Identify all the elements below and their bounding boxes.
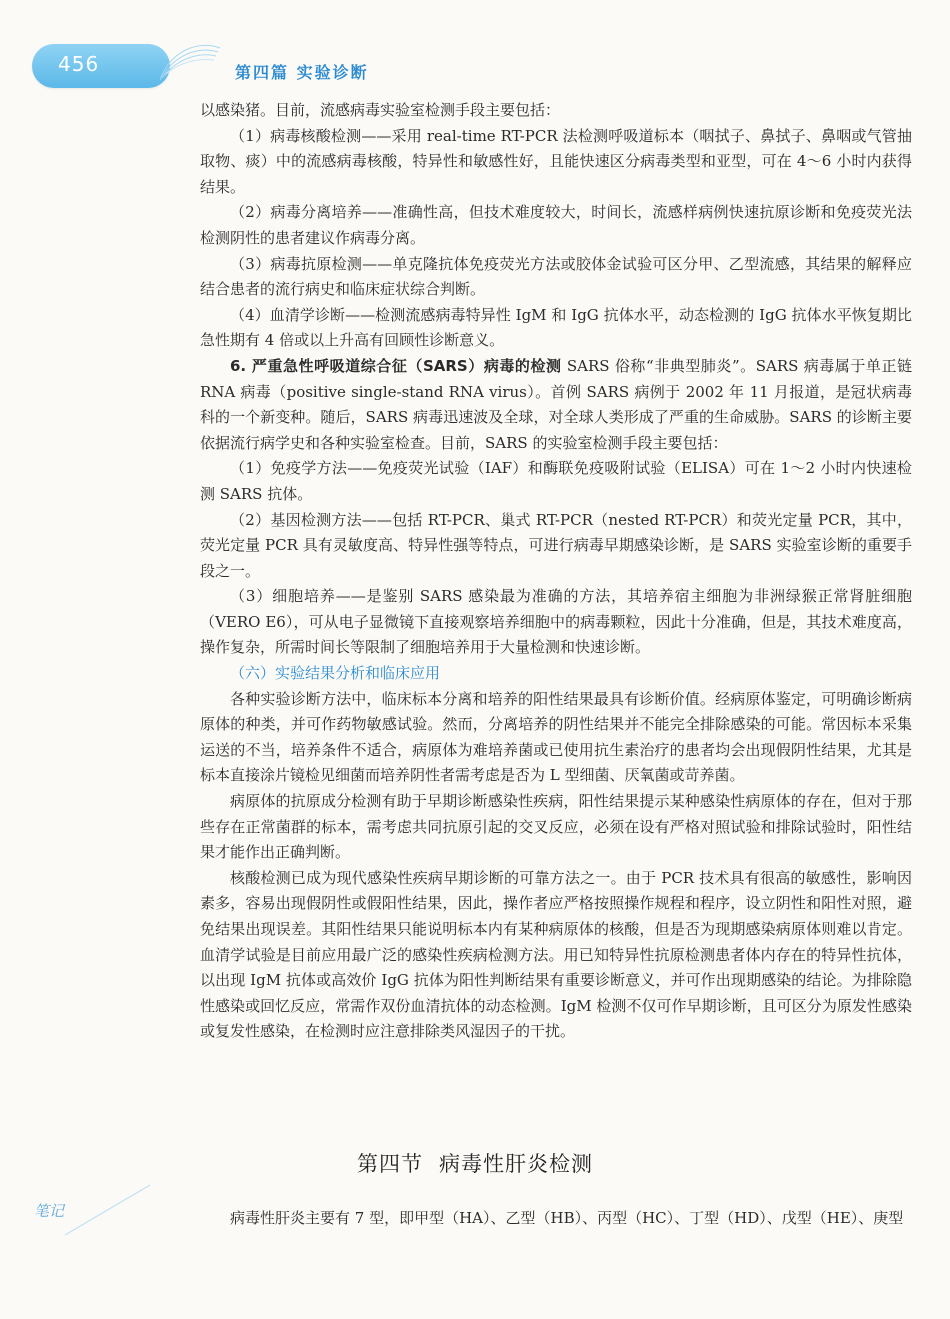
paragraph-4: （4）血清学诊断——检测流感病毒特异性 IgM 和 IgG 抗体水平，动态检测的 IgG 抗体水平恢复期比急性期有 4 倍或以上升高有回顾性诊断意义。 [200,305,912,350]
sars-heading: 6. 严重急性呼吸道综合征（SARS）病毒的检测 [230,356,562,375]
paragraph-10: 各种实验诊断方法中，临床标本分离和培养的阳性结果最具有诊断价值。经病原体鉴定，可明确诊断病原体的种类，并可作药物敏感试验。然而，分离培养的阴性结果并不能完全排除感染的可能。常因标本采集运送的不当，培养条件不适合，病原体为难培养菌或已使用抗生素治疗的患者均会出现假阴性结果，尤其是标本直接涂片镜检见细菌而培养阴性者需考虑是否为 L 型细菌、厌氧菌或苛养菌。 [200,689,912,785]
swirl-decoration [150,30,230,90]
paragraph-0: 以感染猪。目前，流感病毒实验室检测手段主要包括： [200,101,561,119]
notes-label: 笔记 [34,1202,65,1220]
paragraph-5 [200,354,912,456]
paragraph-3: （3）病毒抗原检测——单克隆抗体免疫荧光方法或胶体金试验可区分甲、乙型流感，其结果的解释应结合患者的流行病史和临床症状综合判断。 [200,254,912,299]
notes-decoration [60,1180,160,1240]
page-number: 456 [58,52,100,76]
paragraph-6: （1）免疫学方法——免疫荧光试验（IAF）和酶联免疫吸附试验（ELISA）可在 1～2 小时内快速检测 SARS 抗体。 [200,459,912,503]
last-line-text: 病毒性肝炎主要有 7 型，即甲型（HA）、乙型（HB）、丙型（HC）、丁型（HD）、戊型（HE）、庚型 [230,1209,904,1227]
sars-intro-text: SARS 俗称“非典型肺炎”。SARS 病毒属于单正链 RNA 病毒（positive single-stand RNA virus）。首例 SARS 病例于 2002 年 11 月报道，是冠状病毒科的一个新变种。随后，SARS 病毒迅速波及全球，对全球人类形成了严重的生命威胁。SARS 的诊断主要依据流行病学史和各种实验室检查。目前，SARS 的实验室检测手段主要包括： [200,356,912,452]
section-title-text: 病毒性肝炎检测 [439,1152,593,1176]
paragraph-2: （2）病毒分离培养——准确性高，但技术难度较大，时间长，流感样病例快速抗原诊断和免疫荧光法检测阴性的患者建议作病毒分离。 [200,203,912,247]
paragraph-11: 病原体的抗原成分检测有助于早期诊断感染性疾病，阳性结果提示某种感染性病原体的存在，但对于那些存在正常菌群的标本，需考虑共同抗原引起的交叉反应，必须在设有严格对照试验和排除试验时，阳性结果才能作出正确判断。 [200,792,912,862]
paragraph-12: 核酸检测已成为现代感染性疾病早期诊断的可靠方法之一。由于 PCR 技术具有很高的敏感性，影响因素多，容易出现假阴性或假阳性结果，因此，操作者应严格按照操作规程和程序，设立阴性和阳性对照，避免结果出现误差。其阳性结果只能说明标本内有某种病原体的核酸，但是否为现期感染病原体则难以肯定。血清学试验是目前应用最广泛的感染性疾病检测方法。用已知特异性抗原检测患者体内存在的特异性抗体，以出现 IgM 抗体或高效价 IgG 抗体为阳性判断结果有重要诊断意义，并可作出现期感染的结论。为排除隐性感染或回忆反应，常需作双份血清抗体的动态检测。IgM 检测不仅可作早期诊断，且可区分为原发性感染或复发性感染，在检测时应注意排除类风湿因子的干扰。 [200,868,912,1041]
paragraph-1: （1）病毒核酸检测——采用 real-time RT-PCR 法检测呼吸道标本（咽拭子、鼻拭子、鼻咽或气管抽取物、痰）中的流感病毒核酸，特异性和敏感性好，且能快速区分病毒类型和亚型，可在 4～6 小时内获得结果。 [200,126,912,196]
section-title [0,1148,950,1178]
paragraph-8: （3）细胞培养——是鉴别 SARS 感染最为准确的方法，其培养宿主细胞为非洲绿猴正常肾脏细胞（VERO E6），可从电子显微镜下直接观察培养细胞中的病毒颗粒，因此十分准确，但是，其技术难度高，操作复杂，所需时间长等限制了细胞培养用于大量检测和快速诊断。 [200,587,912,657]
paragraph-7: （2）基因检测方法——包括 RT-PCR、巢式 RT-PCR（nested RT-PCR）和荧光定量 PCR，其中，荧光定量 PCR 具有灵敏度高、特异性强等特点，可进行病毒早期感染诊断，是 SARS 实验室诊断的重要手段之一。 [200,510,912,580]
running-head: 第四篇 实验诊断 [235,63,369,82]
section-number: 第四节 [357,1152,423,1176]
body-text [200,98,912,1045]
subsection-heading: （六）实验结果分析和临床应用 [230,664,441,683]
